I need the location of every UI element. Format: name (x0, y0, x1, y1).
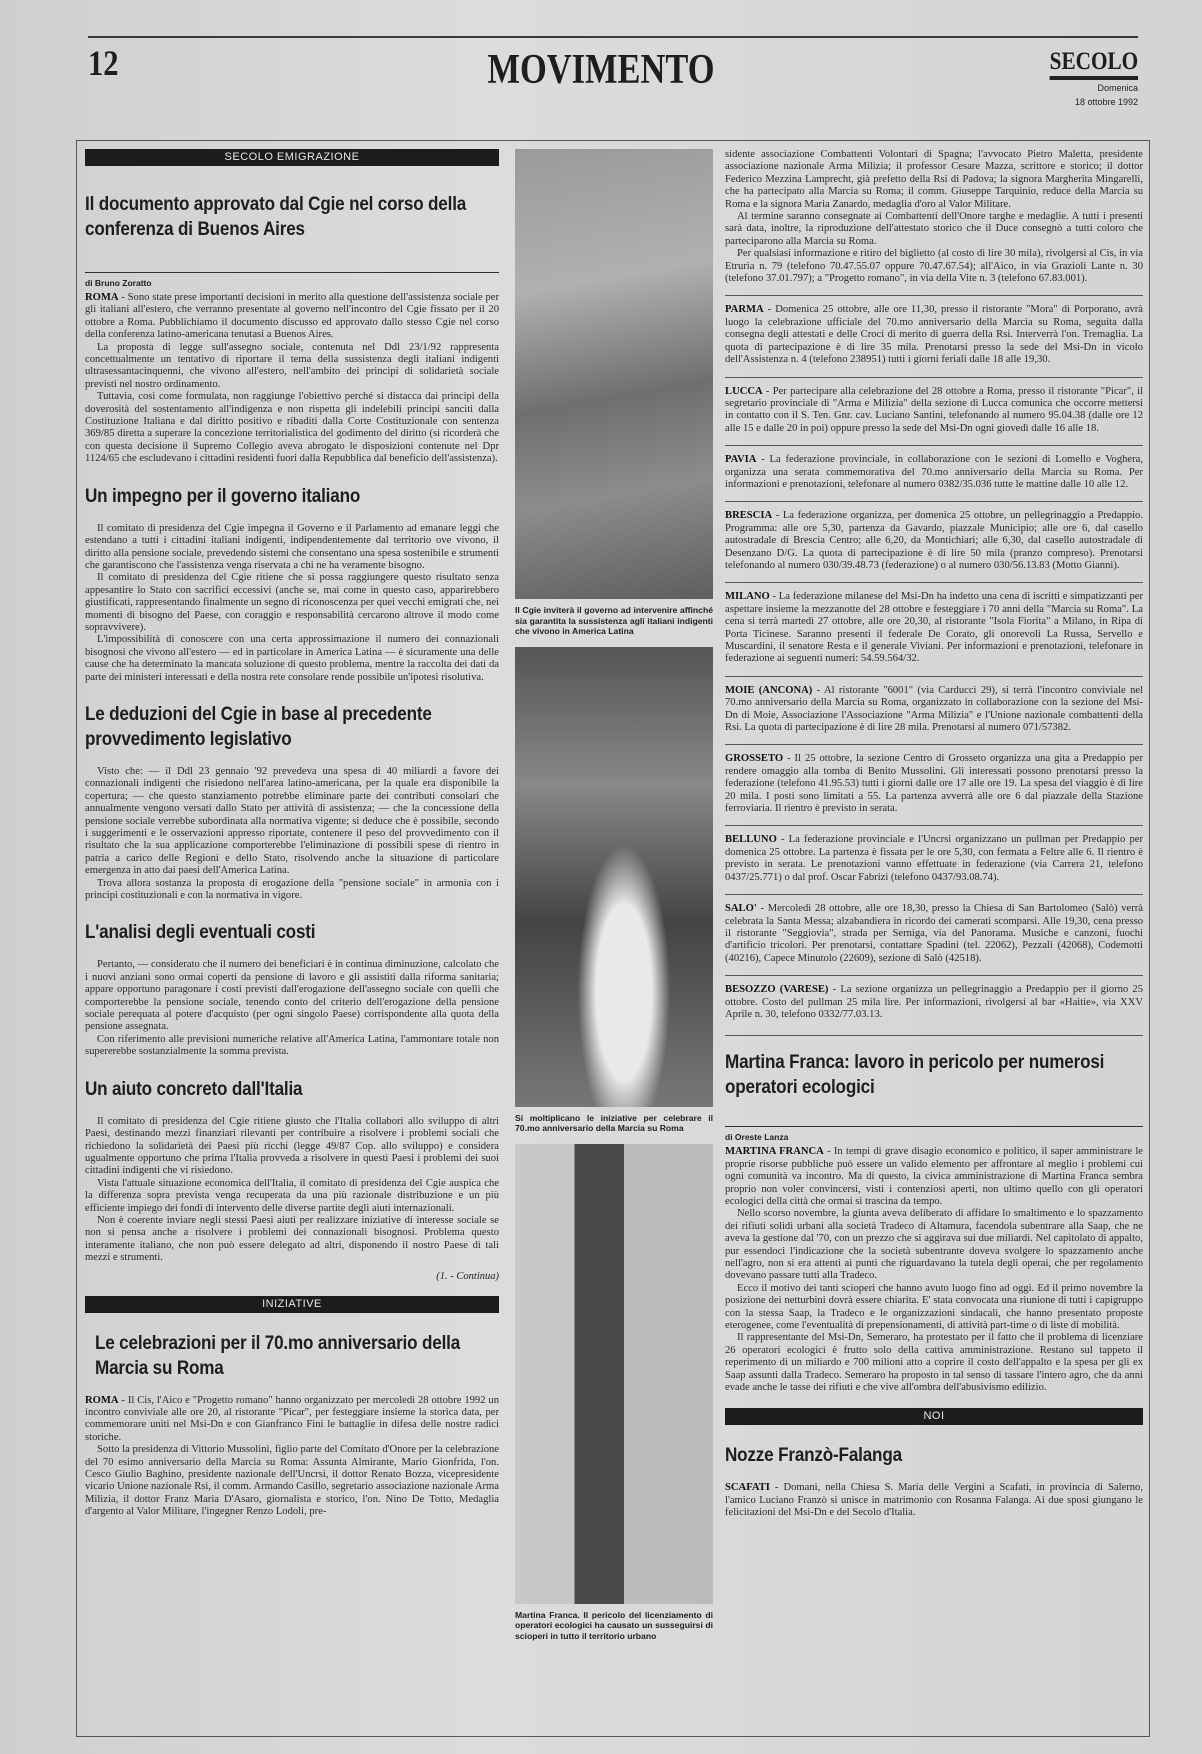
headline-deduzioni: Le deduzioni del Cgie in base al precedente provvedimento legislativo (85, 703, 432, 750)
section-label-emigrazione: SECOLO EMIGRAZIONE (85, 149, 499, 166)
paragraph: Vista l'attuale situazione economica dell'Italia, il comitato di presidenza del Cgie auspica che la differenza sopra prevista venga recuperata da una più razionale distribuzione e un più efficiente impiego dei fondi di intervento delle diverse partite degli aiuti internazionali. (85, 1177, 499, 1214)
divider (725, 676, 1143, 677)
paragraph: sidente associazione Combattenti Volontari di Spagna; l'avvocato Pietro Maletta, presidente associazione nazionale Arma Milizia; il professor Cesare Mazza, scrittore e storico; il dottor Federico Mezzina Lamprecht, già prefetto della Rsi di Padova; la signora Margherita Mingarelli, che ha partecipato alla Marcia su Roma; il comm. Giuseppe Tarquinio, reduce della Marcia su Roma e la signora Maria Zanardo, medaglia d'oro al Valor Militare. (725, 149, 1143, 210)
divider (725, 1035, 1143, 1036)
paragraph: Al termine saranno consegnate ai Combattenti dell'Onore targhe e medaglie. A tutti i presenti sarà data, inoltre, la riproduzione dell'attestato storico che il Duce consegnò a tutti coloro che parteciparono alla Marcia su Roma. (725, 211, 1143, 247)
section-title: MOVIMENTO (487, 47, 715, 93)
photo-caption: Il Cgie inviterà il governo ad intervenire affinché sia garantita la sussistenza agli italiani indigenti che vivono in America Latina (515, 605, 713, 636)
paragraph: Il comitato di presidenza del Cgie impegna il Governo e il Parlamento ad emanare leggi che estendano a tutti i cittadini italiani indigenti, indipendentemente dal territorio ove vivono, il diritto alla pensione sociale, prevedendo sistemi che consentano una spesa sostenibile e strumenti che garantiscono che l'assistenza venga riservata a chi ne ha veramente bisogno. (85, 522, 499, 571)
paragraph: Ecco il motivo dei tanti scioperi che hanno avuto luogo fino ad oggi. Ed il primo novembre la posizione dei netturbini dovrà essere chiarita. E' stata convocata una riunione di tutti i capigruppo con la stessa Saap, la Tradeco e le organizzazioni sindacali, che hanno presentato proposte eterogenee, come l'eventualità di prepensionamenti, di attività part-time o di liste di mobilità. (725, 1282, 1143, 1332)
top-rule (88, 36, 1138, 38)
divider (725, 894, 1143, 895)
notice-item: SALO' - Mercoledì 28 ottobre, alle ore 18,30, presso la Chiesa di San Bartolomeo (Salò) verrà celebrata la Santa Messa; alzabandiera in ricordo dei camerati scomparsi. Alle 19,30, cena presso il ristorante "Seggiovia", strada per Serniga, via del Panorama. Musiche e canzoni, fuochi d'artificio tricolori. Per prenotarsi, contattare Spadini (tel. 22062), Pezzali (42068), Codemotti (40216), Capece Minutolo (22609), sezione di Salò (42518). (725, 903, 1143, 964)
paragraph: MARTINA FRANCA - In tempi di grave disagio economico e politico, il saper amministrare le proprie risorse pubbliche può essere un valido elemento per affrontare al meglio i problemi cui ogni comunità va incontro. Ma di questo, la civica amministrazione di Martina Franca sembra proprio non voler convincersi, visti i contenziosi aperti, non ultimo quello con gli operatori ecologici della città che ormai si trascina da tempo. (725, 1146, 1143, 1207)
headline-martina-franca: Martina Franca: lavoro in pericolo per numerosi operatori ecologici (725, 1052, 1105, 1099)
photo-aerial-city (515, 149, 713, 599)
photo-caption: Si moltiplicano le iniziative per celebrare il 70.mo anniversario della Marcia su Roma (515, 1112, 713, 1133)
masthead (1034, 48, 1138, 108)
paragraph: Il comitato di presidenza del Cgie ritiene che si possa raggiungere questo risultato senza appesantire lo Stato con sacrifici eccessivi (anche se, mai come in questo caso, apparirebbero giustificati, rappresentando finalmente un segno di riconoscenza per quei vecchi emigrati che, nei momenti di bisogno del Paese, con coraggio e responsabilità cercarono altrove il modo come sopravvivere). (85, 572, 499, 633)
notice-item: PAVIA - La federazione provinciale, in collaborazione con le sezioni di Lomello e Voghera, organizza una serata commemorativa del 70.mo anniversario della Marcia su Roma. Per informazioni e prenotazioni, telefonare al numero 0382/35.036 tutte le mattine dalle 10 alle 12. (725, 454, 1143, 490)
headline-aiuto-concreto: Un aiuto concreto dall'Italia (85, 1078, 303, 1100)
divider (725, 501, 1143, 502)
paragraph: Nello scorso novembre, la giunta aveva deliberato di affidare lo smaltimento e lo spazzamento dei rifiuti solidi urbani alla società Tradeco di Altamura, facendola subentrare alla Saap, che ne aveva la gestione dal '70, con un prezzo che si aggirava sui due miliardi. Nel capitolato di appalto, pur essendoci l'indicazione che la società subentrante doveva svolgere lo spazzamento anche nell'agro, non si era attenti ai punti che riguardavano la tutela degli operai, che per regolamento dovevano passare tutti alla Tradeco. (725, 1208, 1143, 1282)
paragraph: Con riferimento alle previsioni numeriche relative all'America Latina, l'ammontare totale non supererebbe sostanzialmente la somma prevista. (85, 1033, 499, 1058)
page-number: 12 (88, 43, 119, 83)
divider (725, 975, 1143, 976)
headline-analisi-costi: L'analisi degli eventuali costi (85, 922, 316, 944)
page-frame (76, 140, 1150, 1737)
masthead-logo: SECOLO (1049, 48, 1138, 80)
right-column (725, 149, 1143, 1520)
byline: di Bruno Zoratto (85, 272, 499, 288)
paragraph: Sotto la presidenza di Vittorio Mussolini, figlio parte del Comitato d'Onore per la celebrazione del 70 esimo anniversario della Marcia su Roma: Assunta Almirante, Mario Gionfrida, l'on. Cesco Giulio Baghino, presidente nazionale dell'Uncrsi, il dottor Renato Bozza, vicepresidente vicario Unione nazionale Rsi, il comm. Armando Casillo, segretario associazione nazionale Arma Milizia, il dottor Franz Maria D'Asaro, giornalista e storico, l'on. Nino De Totto, Medaglia d'argento al Valor Militare, l'ingegner Renzo Lodoli, pre- (85, 1444, 499, 1518)
left-column (85, 149, 499, 1519)
notice-item: BELLUNO - La federazione provinciale e l'Uncrsi organizzano un pullman per Predappio per domenica 25 ottobre. La partenza è fissata per le ore 5,30, con fermata a Feltre alle 6. Il rientro è previsto in serata. Le prenotazioni vanno effettuate in federazione (via Carrera 21, telefono 0437/25.771) o dal prof. Oscar Fabrizi (telefono 0437/93.08.74). (725, 834, 1143, 883)
notice-item: BRESCIA - La federazione organizza, per domenica 25 ottobre, un pellegrinaggio a Predappio. Programma: alle ore 5,30, partenza da Gavardo, piazzale Municipio; alle ore 6, dal casello autostradale di Brescia Centro; alle 6,20, da Montichiari; alle 6,30, dal casello autostradale di Desenzano D/G. La quota di partecipazione è di lire 50 mila (pranzo compreso). Prenotarsi telefonando al numero 030/39.48.73 (federazione) o al numero 030/56.13.83 (Motto Gianni). (725, 510, 1143, 571)
headline-celebrazioni: Le celebrazioni per il 70.mo anniversario della Marcia su Roma (95, 1332, 461, 1379)
continued-note: (1. - Continua) (436, 1270, 499, 1282)
paragraph: ROMA - Sono state prese importanti decisioni in merito alla questione dell'assistenza sociale per gli italiani all'estero, che verranno presentate al governo nell'incontro del Cgie fissato per il 20 ottobre a Roma. Pubblichiamo il documento discusso ed approvato dallo stesso Cgie nel corso della conferenza latino-americana tenutasi a Buenos Aires. (85, 292, 499, 341)
paragraph: Pertanto, — considerato che il numero dei beneficiari è in continua diminuzione, calcolato che i nuovi anziani sono ormai coperti da pensione di lavoro e gli assistiti dalla riforma sanitaria; appare opportuno paragonare i costi previsti dall'erogazione dell'assegno sociale con quelli che comporterebbe la pensione sociale, tenendo conto del criterio dell'erogazione della pensione sociale perequata al potere d'acquisto (per ogni singolo Paese) corrispondente alla quota della pensione assegnata. (85, 959, 499, 1033)
notice-item: MOIE (ANCONA) - Al ristorante "6001" (via Carducci 29), si terrà l'incontro conviviale nel 70.mo anniversario della Marcia su Roma, organizzato in collaborazione con la sezione del Msi-Dn di Moie, Associazione l'Associazione "Arma Milizia" e l'Unione nazionale combattenti della Rsi. La quota di partecipazione è di lire 28 mila. Prenotarsi al numero 071/57382. (725, 684, 1144, 734)
issue-date: 18 ottobre 1992 (1074, 97, 1138, 107)
divider (725, 744, 1143, 745)
divider (725, 377, 1143, 378)
paragraph: SCAFATI - Domani, nella Chiesa S. Maria delle Vergini a Scafati, in provincia di Salerno, l'amico Luciano Franzò si unisce in matrimonio con Rosanna Falanga. Ai due sposi giungano le felicitazioni del Msi-Dn e del Secolo d'Italia. (725, 1482, 1143, 1519)
notice-item: MILANO - La federazione milanese del Msi-Dn ha indetto una cena di iscritti e simpatizzanti per aspettare insieme la mezzanotte del 28 ottobre e festeggiare i 70 anni della "Marcia su Roma". La cena si terrà martedì 27 ottobre, alle ore 20,30, al ristorante "Isola Fiorita" a Milano, in Ripa di Porta Ticinese. Saranno presenti il federale De Corato, gli onorevoli La Russa, Servello e Muscardini, il senatore Resta e il generale Viviani. Per informazioni e prenotazioni, telefonare in federazione ai seguenti numeri: 54.59.564/32. (725, 591, 1143, 665)
paragraph: L'impossibilità di conoscere con una certa approssimazione il numero dei connazionali bisognosi che vivono all'estero — ed in particolare in America Latina — è sicuramente una delle cause che ha determinato la mancata soluzione di questo problema, mentre la raccolta dei dati da parte dei ministeri interessati e della nostra rete consolare rende possibile un'ipotesi risolutiva. (85, 634, 499, 683)
headline-nozze: Nozze Franzò-Falanga (725, 1445, 902, 1467)
byline: di Oreste Lanza (725, 1126, 1143, 1142)
notice-item: PARMA - Domenica 25 ottobre, alle ore 11,30, presso il ristorante "Mora" di Porporano, avrà luogo la celebrazione ufficiale del 70.mo anniversario della Marcia su Roma, seguita dalla consegna degli attestati e delle Croci di merito di guerra della Rsi. Interverrà l'on. Tremaglia. La quota di partecipazione è di lire 35 mila. Prenotarsi presso la sede del Msi-Dn in vicolo dell'Assistenza n. 4 (telefono 238951) tutti i giorni feriali dalle 18 alle 19,30. (725, 304, 1143, 366)
divider (725, 582, 1143, 583)
paragraph: Per qualsiasi informazione e ritiro del biglietto (al costo di lire 30 mila), rivolgersi al Cis, in via Etruria n. 79 (telefono 70.47.55.07 oppure 70.47.67.54); all'Aico, in via Grazioli Lante n. 30 (telefono 37.01.797); a "Progetto romano", in via della Vite n. 3 (telefono 67.83.001). (725, 248, 1143, 285)
photo-garbage-bin (515, 1144, 713, 1604)
issue-day: Domenica (1097, 83, 1138, 93)
photo-column (515, 149, 713, 1651)
photo-crowd-salute (515, 647, 713, 1107)
paragraph: Il comitato di presidenza del Cgie ritiene giusto che l'Italia collabori allo sviluppo di altri Paesi, destinando mezzi finanziari rilevanti per contribuire a risolvere i problemi sociali che richiedono la solidarietà dei Paesi più ricchi (legge 49/87 Cop. allo sviluppo) e considera ugualmente opportuno che prima l'Italia provveda a risolvere in questi Paesi i problemi dei suoi cittadini indigenti che vi risiedono. (85, 1115, 499, 1177)
paragraph: Non è coerente inviare negli stessi Paesi aiuti per realizzare iniziative di interesse sociale se non si pensa anche a risolvere i problemi dei connazionali bisognosi. Problema questo interamente italiano, che non può essere delegato ad altri, disponendo il nostro Paese di tali mezzi e strumenti. (85, 1214, 499, 1264)
divider (725, 825, 1143, 826)
paragraph: Visto che: — il Ddl 23 gennaio '92 prevedeva una spesa di 40 miliardi a favore dei connazionali indigenti che risiedono nell'area latino-americana, per la quale era disponibile la copertura; — che questo stanziamento potrebbe eliminare parte dei contributi consolari che annualmente vengono versati dallo Stato per attività di assistenza; — che la concessione della pensione sociale verrebbe subordinata alla normativa vigente; si deduce che è possibile, secondo i suggerimenti e le osservazioni appresso riportate, contenere il peso del provvedimento con il risultato che la sua applicazione comporterebbe l'eliminazione di possibili spese di rientro in patria a carico delle Regioni e dello Stato, risolvendo anche la situazione di particolare emergenza in atto dai paesi dell'America Latina. (85, 765, 499, 877)
notice-item: GROSSETO - Il 25 ottobre, la sezione Centro di Grosseto organizza una gita a Predappio per rendere omaggio alla tomba di Benito Mussolini. Gli interessati possono prenotarsi presso la federazione (telefono 41.95.53) tutti i giorni dalle ore 17 alle ore 19. La spesa del viaggio è di lire 20 mila. I posti sono limitati a 55. La partenza avverrà alle ore 6 dal piazzale della Stazione ferroviaria. Il rientro è previsto in serata. (725, 753, 1143, 815)
notice-item: LUCCA - Per partecipare alla celebrazione del 28 ottobre a Roma, presso il ristorante "Picar", il segretario provinciale di "Arma e Milizia" della sezione di Lucca comunica che occorre mettersi in contatto con il S. Ten. Gnr. cav. Luciano Santini, telefonando al numero 95.04.38 (dalle ore 12 alle 15 e dalle 20 in poi) oppure presso la sede del Msi-Dn ogni giovedì dalle 16 alle 18. (725, 385, 1143, 434)
paragraph: ROMA - Il Cis, l'Aico e "Progetto romano" hanno organizzato per mercoledì 28 ottobre 1992 un incontro conviviale alle ore 20, al ristorante "Picar", per festeggiare insieme la storica data, per commemorare uniti nel Msi-Dn e con Gianfranco Fini le battaglie in difesa delle nostre radici storiche. (85, 1394, 499, 1443)
divider (725, 295, 1143, 296)
headline-cgie-document: Il documento approvato dal Cgie nel corso della conferenza di Buenos Aires (85, 194, 467, 240)
paragraph: Il rappresentante del Msi-Dn, Semeraro, ha protestato per il fatto che il problema di licenziare 26 operatori ecologici è frutto solo della cattiva amministrazione. Restano sul tappeto il reperimento di un miliardo e 700 milioni atto a coprire il costo dell'appalto e la spesa per gli ex Saap assunti dalla Tradeco. Semeraro ha proposto in tal senso di tassare l'intero agro, che da anni evade anche le tasse dei rifiuti e che vive all'ombra dell'abusivismo edilizio. (725, 1332, 1143, 1394)
divider (725, 445, 1143, 446)
section-label-noi: NOI (725, 1408, 1143, 1425)
photo-caption: Martina Franca. Il pericolo del licenziamento di operatori ecologici ha causato un susseguirsi di scioperi in tutto il territorio urbano (515, 1609, 713, 1641)
headline-impegno: Un impegno per il governo italiano (85, 485, 361, 507)
notices-list (725, 295, 1143, 1021)
section-label-iniziative: INIZIATIVE (85, 1296, 499, 1313)
notice-item: BESOZZO (VARESE) - La sezione organizza un pellegrinaggio a Predappio per il giorno 25 ottobre. Costo del pullman 25 mila lire. Per informazioni, rivolgersi al bar «Haitie», via XXV Aprile n. 30, telefono 0332/77.03.13. (725, 984, 1143, 1020)
paragraph: Tuttavia, così come formulata, non raggiunge l'obiettivo perché si distacca dai principi della doverosità del sostentamento all'indigenza e non rispetta gli indelebili principi sanciti dalla Costituzione Italiana e dal diritto positivo e ribaditi dalla Corte Costituzionale con sentenza 369/85 diretta a superare la concezione territorialistica del godimento del diritto (si ricorderà che con questa decisione il Supremo Collegio aveva abrogato le disposizioni contenute nel Dpr 1124/65 che escludevano i cittadini residenti fuori dalla Repubblica dal beneficio dell'assistenza). (85, 391, 499, 465)
paragraph: Trova allora sostanza la proposta di erogazione della "pensione sociale" in armonia con i principi costituzionali e con la normativa in vigore. (85, 877, 499, 902)
paragraph: La proposta di legge sull'assegno sociale, contenuta nel Ddl 23/1/92 rappresenta concettualmente un tentativo di riportare il tema della sussistenza degli italiani indigenti ultrasessantacinquenni, che vivono all'estero, nell'ambito dei principi di solidarietà sociale previsti nel nostro ordinamento. (85, 341, 499, 390)
